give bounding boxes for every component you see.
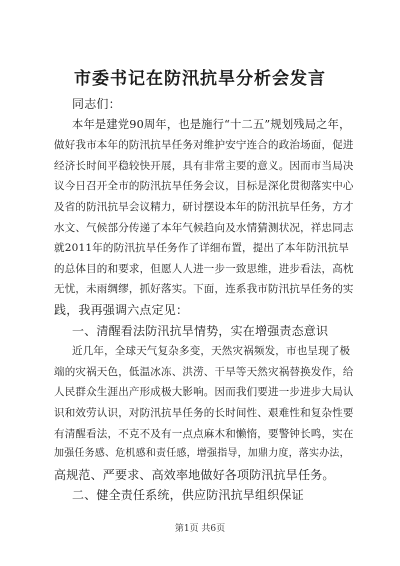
paragraph-line: 经济长时间平稳较快开展，具有非常主要的意义。因而市当局决: [54, 159, 354, 172]
paragraph-line: 的总体目的和要求，但愿人人进一步一致思维，进步看法，高枕: [54, 262, 354, 275]
paragraph-line: 无忧，未雨绸缪，抓好落实。下面，连系我市防汛抗旱任务的实: [54, 283, 354, 296]
paragraph-line: 识和效劳认识，对防汛抗旱任务的长时间性、艰难性和复杂性要: [54, 407, 354, 419]
section-heading-1: 一、清醒看法防汛抗旱情势，实在增强责态意识: [72, 323, 329, 338]
paragraph-line: 做好我市本年的防汛抗旱任务对维护安宁连合的政治场面，促进: [54, 139, 354, 152]
section-heading-2: 二、健全责任系统，供应防汛抗旱组织保证: [72, 488, 304, 503]
paragraph-line: 践，我再强调六点定见：: [54, 303, 189, 317]
paragraph-line: 近几年，全球天气复杂多变，天然灾祸频发，市也呈现了极: [72, 345, 351, 358]
paragraph-line: 加强任务感、危机感和责任感，增强指导，加鼎力度，落实办法，: [54, 448, 350, 460]
paragraph-line: 本年是建党90周年，也是施行“十二五”规划残局之年，: [72, 117, 351, 131]
paragraph-line: 及省的防汛抗旱会议精力，研讨摆设本年的防汛抗旱任务，方才: [54, 201, 354, 213]
paragraph-line: 高规范、严要求、高效率地做好各项防汛抗旱任务。: [54, 467, 335, 482]
paragraph-line: 有清醒看法，不克不及有一点点麻木和懒惰，要警钟长鸣，实在: [54, 427, 354, 440]
salutation: 同志们：: [72, 97, 121, 111]
paragraph-line: 议今日召开全市的防汛抗旱任务会议，目标是深化贯彻落实中心: [54, 180, 354, 193]
paragraph-line: 就2011年的防汛抗旱任务作了详细布置，提出了本年防汛抗旱: [54, 242, 350, 255]
page-footer: 第1页 共6页: [174, 524, 226, 534]
document-title: 市委书记在防汛抗旱分析会发言: [74, 69, 326, 89]
paragraph-line: 端的灾祸天色，低温冰冻、洪涝、干旱等天然灾祸替换发作，给: [54, 365, 354, 378]
paragraph-line: 水文、气候部分传递了本年气候趋向及水情猜测状况，祥忠同志: [54, 221, 354, 234]
paragraph-line: 人民群众生涯出产形成极大影响。因而我们要进一步进步大局认: [54, 386, 354, 399]
